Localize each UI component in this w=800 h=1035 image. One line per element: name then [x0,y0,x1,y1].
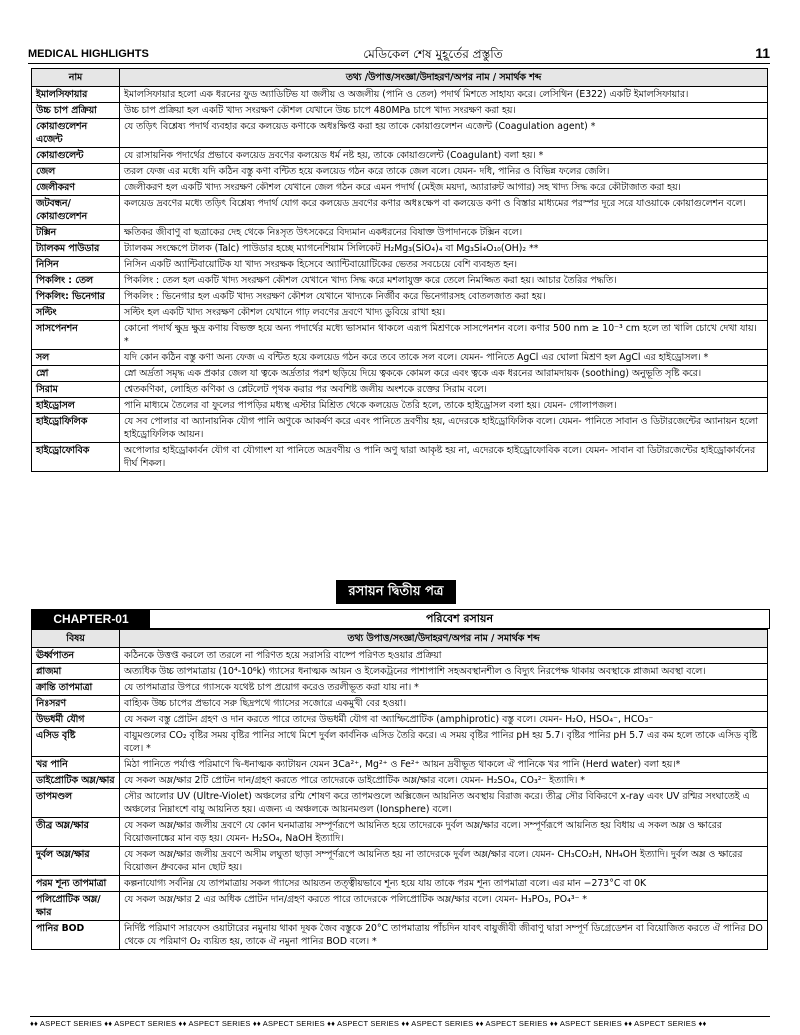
table-row [32,103,768,119]
term-cell: জেল [32,164,120,180]
term-cell: টক্সিন [32,225,120,241]
description-cell: যে সকল অম্ল/ক্ষার জলীয় দ্রবণে যে কোন ঘনমাত্রায় সম্পূর্ণরূপে আয়নিত হয়ে তাদেরকে দুর্বল অম্ল/ক্ষার বলে। সম্পূর্ণরূপে আয়নিত হয় বিধায় এ সকল অম্ল ও ক্ষারের বিয়োজনাঙ্কের মান বড় হয়। যেমন- H₂SO₄, NaOH ইত্যাদি। [120,818,768,847]
term-cell: কোয়াগুলেশন এজেন্ট [32,119,120,148]
description-cell: কল্পনাযোগ্য সর্বনিম্ন যে তাপমাত্রায় সকল গ্যাসের আয়তন তত্ত্বীয়ভাবে শূন্য হয়ে যায় তাকে পরম শূন্য তাপমাত্রা বলে। এর মান −273°C বা 0K [120,876,768,892]
term-cell: হাইড্রোফিলিক [32,414,120,443]
description-cell: উচ্চ চাপ প্রক্রিয়া হল একটি খাদ্য সংরক্ষণ কৌশল যেখানে উচ্চ চাপে 480MPa চাপে খাদ্য সংরক্ষণ করা হয়। [120,103,768,119]
description-cell: সৌর আলোর UV (Ultre-Violet) অঞ্চলের রশ্মি শোষণ করে তাপমণ্ডলে অক্সিজেন আয়নিত অবস্থায় বিরাজ করে। তীব্র সৌর বিকিরণে x-ray এবং UV রশ্মির সংঘাতেই এ অঞ্চলের নিম্নাংশে বায়ু আয়নিত হয়। এজন্য এ অঞ্চলকে আয়নমণ্ডল (Ionsphere) বলে। [120,789,768,818]
description-cell: যদি কোন কঠিন বস্তু কণা অন্য ফেজ এ বন্টিত হয়ে কলয়েড গঠন করে তবে তাকে সল বলে। যেমন- পানিতে AgCl এর ঘোলা মিশ্রণ হল AgCl এর হাইড্রোসল। * [120,350,768,366]
table-row [32,664,768,680]
table-row [32,648,768,664]
term-cell: পানির BOD [32,921,120,950]
description-cell: কোনো পদার্থ ক্ষুদ্র ক্ষুদ্র কণায় বিভক্ত হয়ে অন্য পদার্থের মধ্যে ভাসমান থাকলে এরূপ মিশ্রণকে সাসপেনশন বলে। কণার 500 nm ≥ 10⁻³ cm হলে তা খালি চোখে দেখা যায়। * [120,321,768,350]
table-row [32,398,768,414]
column-header: নাম [32,69,120,87]
term-cell: সিরাম [32,382,120,398]
definitions-table-1 [31,68,768,472]
table-row [32,321,768,350]
description-cell: তরল ফেজ এর মধ্যে যদি কঠিন বস্তু কণা বন্টিত হয়ে কলয়েড গঠন করে তাকে জেল বলে। যেমন- দধি, পানির ও বিভিন্ন ফলের জেলি। [120,164,768,180]
term-cell: পিকলিং : তেল [32,273,120,289]
book-title: মেডিকেল শেষ মুহূর্তের প্রস্তুতি [363,47,503,61]
table-row [32,164,768,180]
table-row [32,382,768,398]
table-row [32,273,768,289]
page-header [28,44,770,64]
definitions-table-2 [31,629,768,950]
table-row [32,680,768,696]
term-cell: কোয়াগুলেন্ট [32,148,120,164]
chapter-bar [31,609,770,629]
description-cell: শ্বেতকণিকা, লোহিত কণিকা ও প্লেটলেট পৃথক করার পর অবশিষ্ট জলীয় অংশকে রক্তের সিরাম বলে। [120,382,768,398]
table-row [32,876,768,892]
table-row [32,225,768,241]
description-cell: যে তড়িৎ বিশ্লেষ্য পদার্থ ব্যবহার করে কলয়েড কণাকে অধঃক্ষিপ্ত করা হয় তাকে কোয়াগুলেশন এজেন্ট (Coagulation agent) * [120,119,768,148]
description-cell: ক্ষতিকর জীবাণু বা ছত্রাকের দেহ থেকে নিঃসৃত উৎসকেরে বিদ্যমান একধরনের বিষাক্ত উপাদানকে টক্সিন বলে। [120,225,768,241]
table-row [32,818,768,847]
term-cell: খর পানি [32,757,120,773]
series-title: MEDICAL HIGHLIGHTS [28,48,149,60]
table-row [32,241,768,257]
description-cell: যে সকল অম্ল/ক্ষার 2টি প্রোটন দান/গ্রহণ করতে পারে তাদেরকে ডাইপ্রোটিক অম্ল/ক্ষার বলে। যেমন- H₂SO₄, CO₃²⁻ ইত্যাদি। * [120,773,768,789]
table-row [32,305,768,321]
table-row [32,366,768,382]
table-row [32,757,768,773]
table-row [32,696,768,712]
term-cell: উভধর্মী যৌগ [32,712,120,728]
description-cell: কলয়েড দ্রবণের মধ্যে তড়িৎ বিশ্লেষ্য পদার্থ যোগ করে কলয়েড দ্রবণের কণার অধঃক্ষেপ বা কলয়েড কণা ও বিস্তার মাধ্যমের পরস্পর দূরে সরে যাওয়াকে কোয়াগুলেশন বলে। [120,196,768,225]
table-row [32,892,768,921]
section-title: রসায়ন দ্বিতীয় পত্র [336,580,456,604]
column-header: বিষয় [32,630,120,648]
term-cell: সাসপেনশন [32,321,120,350]
term-cell: ক্রান্তি তাপমাত্রা [32,680,120,696]
table-row [32,289,768,305]
table-row [32,443,768,472]
chapter-title: পরিবেশ রসায়ন [425,612,494,625]
description-cell: জেলীকরণ হল একটি খাদ্য সংরক্ষণ কৌশল যেখানে জেল গঠন করে এমন পদার্থ (মেইজ ময়দা, অ্যারারুট আগার) সহ খাদ্য সিদ্ধ করে কৌটাজাত করা হয়। [120,180,768,196]
column-header: তথ্য /উপাত্ত/সংজ্ঞা/উদাহরণ/অপর নাম / সমার্থক শব্দ [120,69,768,87]
term-cell: এসিড বৃষ্টি [32,728,120,757]
term-cell: তীব্র অম্ল/ক্ষার [32,818,120,847]
page-number: 11 [755,45,770,61]
table-row [32,773,768,789]
term-cell: সল [32,350,120,366]
description-cell: কঠিনকে উত্তপ্ত করলে তা তরলে না পরিণত হয়ে সরাসরি বাষ্পে পরিণত হওয়ার প্রক্রিয়া [120,648,768,664]
description-cell: সল্টিং হল একটি খাদ্য সংরক্ষণ কৌশল যেখানে গাঢ় লবণের দ্রবণে খাদ্য ডুবিয়ে রাখা হয়। [120,305,768,321]
term-cell: নিঃসরণ [32,696,120,712]
chapter-tag: CHAPTER-01 [32,610,150,628]
description-cell: যে সকল অম্ল/ক্ষার জলীয় দ্রবণে অসীম লঘুতা ছাড়া সম্পূর্ণরূপে আয়নিত হয় না তাদেরকে দুর্বল অম্ল/ক্ষার বলে। যেমন- CH₃CO₂H, NH₄OH ইত্যাদি। দুর্বল অম্ল ও ক্ষারের বিয়োজন ধ্রুবকের মান ছোট হয়। [120,847,768,876]
table-row [32,728,768,757]
description-cell: পিকলিং : তেল হল একটি খাদ্য সংরক্ষণ কৌশল যেখানে খাদ্য সিদ্ধ করে মশলাযুক্ত করে তেলে নিমজ্জিত করা হয়। আচার তৈরির পদ্ধতি। [120,273,768,289]
table-header-row [32,630,768,648]
description-cell: অত্যধিক উচ্চ তাপমাত্রায় (10⁴-10⁶k) গ্যাসের ধনাত্মক আয়ন ও ইলেকট্রনের পাশাপাশি সহঅবস্থানশীল ও বিদ্যুৎ নিরপেক্ষ থাকায় অবস্থাকে প্লাজমা অবস্থা বলে। [120,664,768,680]
table-row [32,350,768,366]
term-cell: উচ্চ চাপ প্রক্রিয়া [32,103,120,119]
term-cell: ডাইপ্রোটিক অম্ল/ক্ষার [32,773,120,789]
description-cell: মিঠা পানিতে পর্যাপ্ত পরিমাণে দ্বি-ধনাত্মক ক্যাটায়ন যেমন 3Ca²⁺, Mg²⁺ ও Fe²⁺ আয়ন দ্রবীভূত থাকলে ঐ পানিকে খর পানি (Herd water) বলা হয়।* [120,757,768,773]
table-row [32,414,768,443]
term-cell: হাইড্রোসল [32,398,120,414]
table-row [32,257,768,273]
header-rule [28,63,770,64]
description-cell: পানি মাধ্যমে তৈলের বা ফুলের পাপড়ির মধ্যস্থ এস্টার মিশ্রিত থেকে কলয়েড তৈরি হলে, তাকে হাইড্রোসল বলা হয়। যেমন- গোলাপজল। [120,398,768,414]
term-cell: হাইড্রোফোবিক [32,443,120,472]
description-cell: যে সকল বস্তু প্রোটন গ্রহণ ও দান করতে পারে তাদের উভধর্মী যৌগ বা অ্যাম্ফিপ্রোটিক (amphiprotic) বস্তু বলে। যেমন- H₂O, HSO₄⁻, HCO₃⁻ [120,712,768,728]
table-row [32,921,768,950]
description-cell: স্নো অর্দ্রতা সমৃদ্ধ এক প্রকার জেল যা ত্বকে অর্দ্রতার পরশ ছড়িয়ে দিয়ে ত্বককে কোমল করে এবং ত্বকে এক ধরনের আরামদায়ক (soothing) অনুভূতি সৃষ্টি করে। [120,366,768,382]
term-cell: ইমালসিফায়ার [32,87,120,103]
description-cell: ট্যালকম সংক্ষেপে টালক (Talc) পাউডার হচ্ছে ম্যাগনেশিয়াম সিলিকেট H₂Mg₃(SiO₄)₄ বা Mg₃Si₄O₁₀(OH)₂ ** [120,241,768,257]
table-row [32,196,768,225]
description-cell: যে সব পোলার বা অ্যানায়নিক যৌগ পানি অণুকে আকর্ষণ করে এবং পানিতে দ্রবণীয় হয়, এদেরকে হাইড্রোফিলিক বলে। যেমন- পানিতে সাবান ও ডিটারজেন্টের অ্যানায়ন হলো হাইড্রোফিলিক আয়ন। [120,414,768,443]
table-header-row [32,69,768,87]
description-cell: যে রাসায়নিক পদার্থের প্রভাবে কলয়েড দ্রবণের কলয়েড ধর্ম নষ্ট হয়, তাকে কোয়াগুলেন্ট (Coagulant) বলা হয়। * [120,148,768,164]
term-cell: ঊর্ধ্বপাতন [32,648,120,664]
description-cell: ইমালসিফায়ার হলো এক ধরনের ফুড অ্যাডিটিভ যা জলীয় ও অজলীয় (পানি ও তেল) পদার্থ মিশতে সাহায্য করে। লেসিথিন (E322) একটি ইমালসিফায়ার। [120,87,768,103]
term-cell: প্লাজমা [32,664,120,680]
table-row [32,712,768,728]
term-cell: ট্যালকম পাউডার [32,241,120,257]
description-cell: বায়ুমণ্ডলের CO₂ বৃষ্টির সময় বৃষ্টির পানির সাথে মিশে দুর্বল কার্বনিক এসিড তৈরি করে। এ সময় বৃষ্টির পানির pH হয় 5.7। বৃষ্টির পানির pH 5.7 এর কম হলে তাকে এসিড বৃষ্টি বলে। * [120,728,768,757]
term-cell: নিসিন [32,257,120,273]
table-row [32,180,768,196]
term-cell: তাপমণ্ডল [32,789,120,818]
description-cell: যে তাপমাত্রার উপরে গ্যাসকে যথেষ্ট চাপ প্রয়োগ করেও তরলীভূত করা যায় না। * [120,680,768,696]
page-footer: ♦♦ ASPECT SERIES ♦♦ ASPECT SERIES ♦♦ ASPECT SERIES ♦♦ ASPECT SERIES ♦♦ ASPECT SERIES ♦♦ ASPECT SERIES ♦♦ ASPECT SERIES ♦♦ ASPECT SERIES ♦♦ ASPECT SERIES ♦♦ [30,1016,770,1028]
description-cell: নিসিন একটি অ্যান্টিবায়োটিক যা খাদ্য সংরক্ষক হিসেবে অ্যান্টিবায়োটিকের ভেতর সবচেয়ে বেশি ব্যবহৃত হন। [120,257,768,273]
table-row [32,847,768,876]
description-cell: নির্দিষ্ট পরিমাণ সারফেস ওয়াটারের নমুনায় থাকা দূষক জৈব বস্তুকে 20°C তাপমাত্রায় পাঁচদিন যাবৎ বায়ুজীবী জীবাণু দ্বারা সম্পূর্ণ ডিগ্রেডেশন বা বিয়োজিত করতে ঐ পানির DO থেকে যে পরিমাণ O₂ ব্যয়িত হয়, তাকে ঐ নমুনা পানির BOD বলে। * [120,921,768,950]
table-row [32,148,768,164]
term-cell: জেলীকরণ [32,180,120,196]
term-cell: জটবন্ধন/ কোয়াগুলেশন [32,196,120,225]
term-cell: পলিপ্রোটিক অম্ল/ক্ষার [32,892,120,921]
term-cell: স্নো [32,366,120,382]
term-cell: দুর্বল অম্ল/ক্ষার [32,847,120,876]
term-cell: পরম শূন্য তাপমাত্রা [32,876,120,892]
term-cell: পিকলিং: ভিনেগার [32,289,120,305]
description-cell: বাহ্যিক উচ্চ চাপের প্রভাবে সরু ছিদ্রপথে গ্যাসের সজোরে একমুখী বের হওয়া। [120,696,768,712]
table-row [32,789,768,818]
table-row [32,87,768,103]
term-cell: সল্টিং [32,305,120,321]
column-header: তথ্য উপাত্ত/সংজ্ঞা/উদাহরণ/অপর নাম / সমার্থক শব্দ [120,630,768,648]
description-cell: যে সকল অম্ল/ক্ষার 2 এর অধিক প্রোটন দান/গ্রহণ করতে পারে তাদেরকে পলিপ্রোটিক অম্ল/ক্ষার বলে। যেমন- H₃PO₃, PO₄³⁻ * [120,892,768,921]
description-cell: অপোলার হাইড্রোকার্বন যৌগ বা যৌগাংশ যা পানিতে অদ্রবণীয় ও পানি অণু দ্বারা আকৃষ্ট হয় না, এদেরকে হাইড্রোফোবিক বলে। যেমন- সাবান বা ডিটারজেন্টের হাইড্রোকার্বনের দীর্ঘ শিকল। [120,443,768,472]
table-row [32,119,768,148]
description-cell: পিকলিং : ভিনেগার হল একটি খাদ্য সংরক্ষণ কৌশল যেখানে খাদ্যকে নির্জীব করে ভিনেগারসহ বোতলজাত করা হয়। [120,289,768,305]
